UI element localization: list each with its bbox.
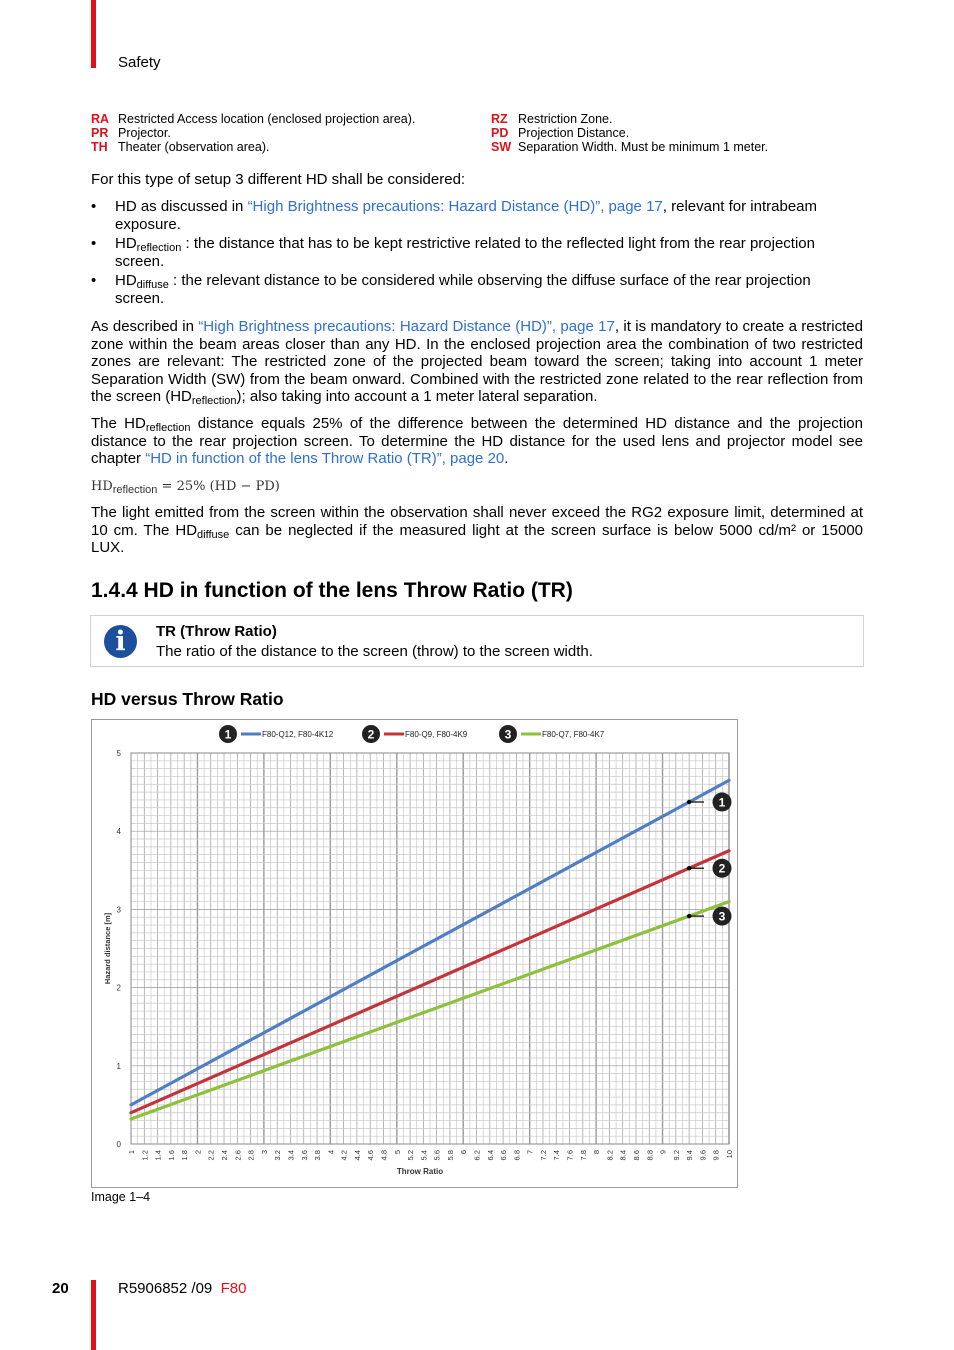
x-tick-label: 3.6 — [299, 1150, 309, 1161]
x-tick-label: 9.6 — [698, 1150, 708, 1161]
tr-link[interactable]: “HD in function of the lens Throw Ratio (TR)”, page 20 — [145, 450, 505, 467]
x-tick-label: 4 — [326, 1150, 336, 1155]
legend-marker-number: 2 — [367, 727, 375, 742]
bullet-text: : the relevant distance to be considered while observing the diffuse surface of the rear projection screen. — [115, 272, 811, 307]
y-tick-label: 0 — [116, 1140, 121, 1149]
header-red-bar — [91, 0, 96, 68]
legend-marker-number: 3 — [504, 727, 512, 742]
x-tick-label: 2 — [193, 1150, 203, 1155]
y-tick-label: 1 — [116, 1061, 121, 1071]
x-tick-label: 5 — [392, 1150, 402, 1155]
y-tick-label: 3 — [116, 905, 121, 915]
x-tick-label: 5.8 — [445, 1150, 455, 1161]
footer-red-bar — [91, 1280, 96, 1350]
bullet-text: HD as discussed in — [115, 198, 248, 215]
x-tick-label: 2.6 — [233, 1150, 243, 1161]
y-tick-label: 4 — [116, 827, 121, 837]
x-tick-label: 2.2 — [206, 1150, 216, 1161]
x-tick-label: 3.8 — [313, 1150, 323, 1161]
abbreviation-text: Restricted Access location (enclosed projection area). — [118, 112, 416, 126]
subscript: reflection — [112, 484, 158, 496]
x-tick-label: 9.4 — [685, 1150, 695, 1161]
legend-marker-number: 1 — [224, 727, 232, 742]
x-tick-label: 3.2 — [273, 1150, 283, 1161]
x-axis-label: Throw Ratio — [396, 1167, 444, 1176]
subscript: reflection — [191, 395, 237, 407]
legend-label: F80-Q12, F80-4K12 — [262, 730, 334, 739]
header-section-label: Safety — [118, 54, 161, 71]
bullet-item — [91, 235, 863, 270]
bullet-text: HD — [115, 235, 137, 252]
info-text: The ratio of the distance to the screen (throw) to the screen width. — [156, 643, 593, 660]
para-text: ); also taking into account a 1 meter lateral separation. — [236, 388, 598, 405]
abbreviation-code: PR — [91, 126, 109, 140]
abbreviation-row — [91, 126, 415, 140]
abbreviations-left — [91, 112, 415, 154]
paragraph-hd-diffuse — [91, 504, 863, 557]
callout-dot — [687, 914, 691, 918]
bullet-item — [91, 272, 863, 307]
para-text: The HD — [91, 415, 146, 432]
hd-link[interactable]: “High Brightness precautions: Hazard Distance (HD)”, page 17 — [247, 198, 663, 215]
x-tick-label: 8.4 — [618, 1150, 628, 1161]
legend-label: F80-Q9, F80-4K9 — [405, 730, 468, 739]
x-tick-label: 1.4 — [153, 1150, 163, 1161]
hd-link[interactable]: “High Brightness precautions: Hazard Distance (HD)”, page 17 — [198, 318, 615, 335]
para-text: As described in — [91, 318, 199, 335]
x-tick-label: 5.2 — [406, 1150, 416, 1161]
x-tick-label: 1.8 — [180, 1150, 190, 1161]
image-caption: Image 1–4 — [91, 1190, 151, 1204]
legend-label: F80-Q7, F80-4K7 — [542, 730, 605, 739]
doc-number: R5906852 /09 — [118, 1280, 213, 1297]
y-axis-label: Hazard distance [m] — [103, 912, 112, 985]
abbreviation-row — [91, 140, 415, 154]
product-name: F80 — [220, 1280, 247, 1297]
x-tick-label: 8.6 — [631, 1150, 641, 1161]
x-tick-label: 2.4 — [220, 1150, 230, 1161]
formula-text: HD — [91, 479, 113, 494]
chart-frame — [91, 719, 738, 1188]
subscript: reflection — [136, 242, 182, 254]
x-tick-label: 6.2 — [472, 1150, 482, 1161]
abbreviation-row — [491, 126, 768, 140]
hd-throw-ratio-chart — [92, 720, 737, 1187]
abbreviation-text: Projector. — [118, 126, 171, 140]
info-box — [90, 615, 864, 667]
abbreviation-code: RA — [91, 112, 110, 126]
callout-marker-number: 3 — [718, 909, 726, 924]
x-tick-label: 9.2 — [671, 1150, 681, 1161]
callout-marker-number: 2 — [718, 861, 726, 876]
info-title: TR (Throw Ratio) — [156, 623, 277, 640]
x-tick-label: 1.6 — [166, 1150, 176, 1161]
x-tick-label: 4.6 — [366, 1150, 376, 1161]
bullet-text: HD — [115, 272, 137, 289]
callout-marker-number: 1 — [718, 795, 726, 810]
x-tick-label: 6.4 — [485, 1150, 495, 1161]
x-tick-label: 4.8 — [379, 1150, 389, 1161]
x-tick-label: 7.6 — [565, 1150, 575, 1161]
abbreviation-code: RZ — [491, 112, 508, 126]
chart-heading: HD versus Throw Ratio — [91, 689, 284, 709]
section-title: 1.4.4 HD in function of the lens Throw Ratio (TR) — [91, 579, 573, 602]
abbreviations-right — [491, 112, 768, 154]
abbreviation-text: Separation Width. Must be minimum 1 meter. — [518, 140, 769, 154]
formula — [91, 478, 863, 496]
intro-text: For this type of setup 3 different HD shall be considered: — [91, 171, 466, 188]
x-tick-label: 7.4 — [552, 1150, 562, 1161]
para-text: can be neglected if the measured light at the screen surface is below 5000 cd/m² or 15000 LUX. — [91, 521, 864, 556]
x-tick-label: 10 — [725, 1150, 734, 1159]
abbreviation-row — [91, 112, 415, 126]
x-tick-label: 4.4 — [352, 1150, 362, 1161]
x-tick-label: 7.2 — [538, 1150, 548, 1161]
x-tick-label: 6.6 — [499, 1150, 509, 1161]
y-tick-label: 2 — [116, 983, 121, 993]
x-tick-label: 2.8 — [246, 1150, 256, 1161]
abbreviation-code: PD — [491, 126, 509, 140]
x-tick-label: 9.8 — [711, 1150, 721, 1161]
x-tick-label: 9 — [658, 1150, 668, 1155]
x-tick-label: 6.8 — [512, 1150, 522, 1161]
para-text: . — [504, 450, 509, 467]
abbreviation-code: SW — [491, 140, 512, 154]
abbreviation-text: Projection Distance. — [518, 126, 630, 140]
x-tick-label: 8.8 — [645, 1150, 655, 1161]
page-number: 20 — [52, 1280, 69, 1297]
x-tick-label: 7 — [525, 1150, 535, 1155]
abbreviation-row — [491, 112, 768, 126]
paragraph-restricted-zone — [91, 318, 863, 406]
paragraph-hd-reflection — [91, 415, 863, 468]
x-tick-label: 1 — [127, 1150, 136, 1155]
x-tick-label: 8.2 — [605, 1150, 615, 1161]
x-tick-label: 5.6 — [432, 1150, 442, 1161]
subscript: reflection — [145, 422, 191, 434]
x-tick-label: 3.4 — [286, 1150, 296, 1161]
bullet-item — [91, 198, 863, 233]
x-tick-label: 8 — [592, 1150, 602, 1155]
callout-dot — [687, 866, 691, 870]
x-tick-label: 6 — [459, 1150, 469, 1155]
subscript: diffuse — [136, 279, 169, 291]
callout-dot — [687, 800, 691, 804]
x-tick-label: 1.2 — [140, 1150, 150, 1161]
x-tick-label: 7.8 — [578, 1150, 588, 1161]
abbreviation-code: TH — [91, 140, 108, 154]
para-text: distance equals 25% of the difference between the determined HD distance and the projection distance to the rear projection screen. To determine the HD distance for the used lens and projector model see chapter — [91, 415, 863, 467]
formula-text: = 25% (HD − PD) — [157, 479, 280, 494]
y-tick-label: 5 — [116, 749, 121, 758]
para-text: , it is mandatory to create a restricted zone within the beam areas closer than any HD. In the enclosed projection area the combination of two restricted zones are relevant: The restricted zone of the projected beam toward the screen; taking into account 1 meter Separation Width (SW) from the beam onward. Combined with the restricted zone related to the rear reflection from the screen (HD — [91, 318, 863, 405]
info-icon: i — [104, 625, 137, 658]
bullet-text: : the distance that has to be kept restrictive related to the reflected light from the rear projection screen. — [115, 235, 815, 270]
abbreviation-text: Theater (observation area). — [118, 140, 270, 154]
x-tick-label: 4.2 — [339, 1150, 349, 1161]
bullet-text: , relevant for intrabeam exposure. — [115, 198, 818, 233]
x-tick-label: 5.4 — [419, 1150, 429, 1161]
x-tick-label: 3 — [259, 1150, 269, 1155]
subscript: diffuse — [197, 528, 230, 541]
abbreviation-text: Restriction Zone. — [518, 112, 613, 126]
abbreviation-row — [491, 140, 768, 154]
bullet-list — [91, 198, 863, 309]
para-text: The light emitted from the screen within the observation shall never exceed the RG2 exposure limit, determined at 10 cm. The HD — [91, 504, 863, 539]
document-id — [118, 1280, 246, 1297]
